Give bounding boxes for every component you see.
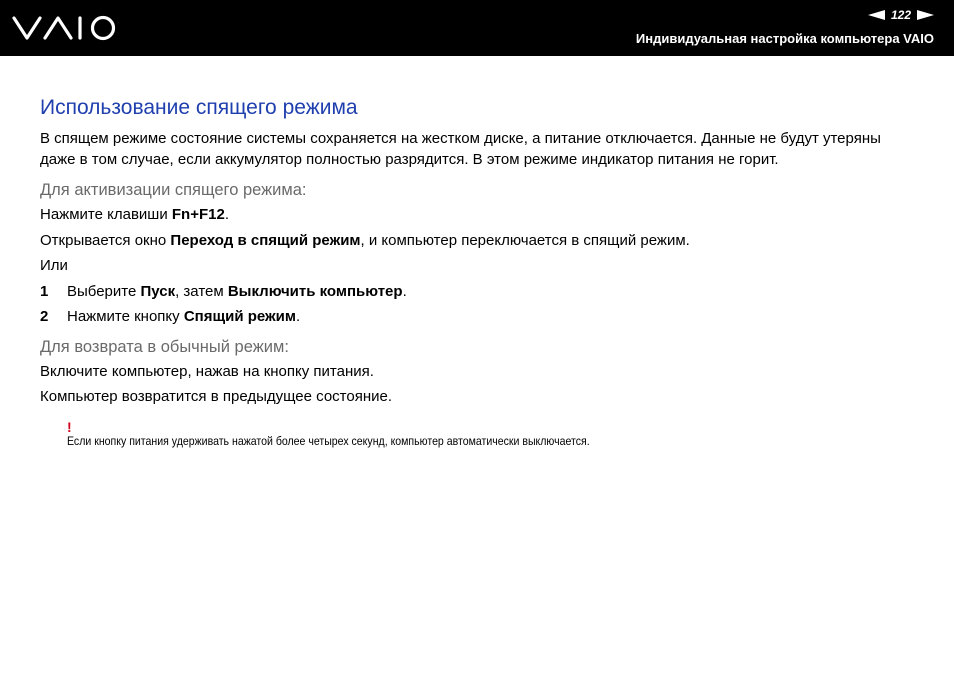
step-text: Выберите Пуск, затем Выключить компьютер. — [67, 282, 407, 300]
press-keys-line: Нажмите клавиши Fn+F12. — [40, 206, 229, 223]
window-opens-line: Открывается окно Переход в спящий режим, и компьютер переключается в спящий режим. — [40, 231, 690, 249]
restore-heading: Для возврата в обычный режим: — [40, 337, 289, 356]
window-name: Переход в спящий режим — [170, 231, 361, 249]
document-title: Индивидуальная настройка компьютера VAIO — [635, 31, 934, 46]
step-1 — [40, 282, 920, 303]
section-title: Использование спящего режима — [40, 96, 358, 119]
step-number: 2 — [40, 308, 49, 325]
page-header — [0, 0, 954, 56]
step-text: Нажмите кнопку Спящий режим. — [67, 308, 301, 325]
key-combination: Fn+F12 — [171, 206, 225, 223]
note — [67, 420, 920, 448]
restore-line-2: Компьютер возвратится в предыдущее состояние. — [40, 388, 392, 405]
warning-icon: ! — [67, 418, 72, 435]
vaio-logo — [12, 12, 120, 44]
page-content — [40, 95, 920, 448]
previous-page-arrow-icon[interactable] — [868, 10, 885, 20]
note-text: Если кнопку питания удерживать нажатой более четырех секунд, компьютер автоматически выключается. — [67, 433, 590, 448]
pager — [868, 7, 934, 23]
activate-heading: Для активизации спящего режима: — [40, 181, 307, 199]
page-number: 122 — [890, 8, 911, 22]
or-line: Или — [40, 257, 68, 274]
step-number: 1 — [40, 282, 49, 300]
next-page-arrow-icon[interactable] — [917, 10, 934, 20]
intro-paragraph: В спящем режиме состояние системы сохраняется на жестком диске, а питание отключается. Данные не будут утеряны даже в том случае, если аккумулятор полностью разрядится. В этом режиме индикатор питания не горит. — [40, 130, 881, 168]
step-2 — [40, 307, 920, 328]
restore-line-1: Включите компьютер, нажав на кнопку питания. — [40, 362, 374, 380]
